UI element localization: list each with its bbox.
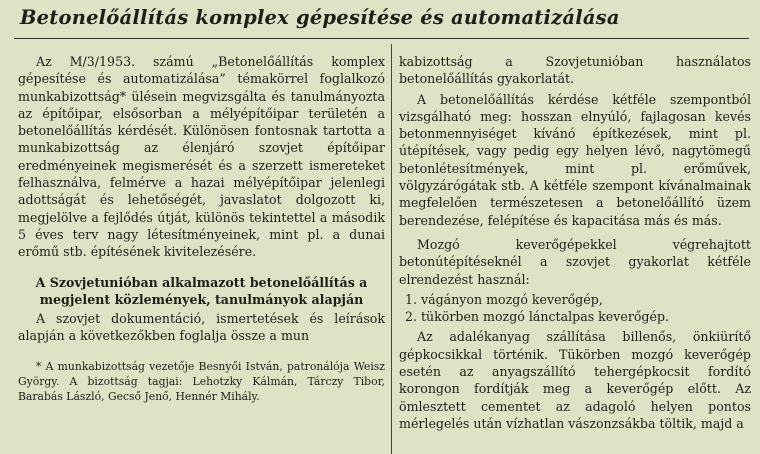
section-subheading: A Szovjetunióban alkalmazott betonelőállítás a megjelent közlemények, tanulmányok alapján bbox=[35, 274, 368, 307]
left-column bbox=[18, 53, 385, 404]
list-item: 2. tükörben mozgó lánctalpas keverőgép. bbox=[405, 309, 670, 325]
right-column bbox=[399, 53, 751, 432]
continued-paragraph: kabizottság a Szovjetunióban használatos betonelőállítás gyakorlatát. bbox=[399, 54, 751, 87]
paragraph-mixing-machines: Mozgó keverőgépekkel végrehajtott betonútépítéseknél a szovjet gyakorlat kétféle elrendezést használ: bbox=[399, 236, 751, 287]
paragraph-transport: Az adalékanyag szállítása billenős, önkiürítő gépkocsikkal történik. Tükörben mozgó keverőgép esetén az anyagszállító tehergépkocsit fordító korongon fordítják meg a keverőgép előtt. Az ömlesztett cementet az adagoló helyen pontos mérlegelés után vízhatlan vászonzsákba töltik, majd a bbox=[399, 329, 751, 431]
column-divider bbox=[391, 44, 392, 454]
title-underline bbox=[14, 38, 749, 39]
section-paragraph: A szovjet dokumentáció, ismertetések és leírások alapján a következőkben foglalja össze a mun bbox=[18, 311, 385, 344]
arrangement-list bbox=[399, 291, 751, 326]
list-item: 1. vágányon mozgó keverőgép, bbox=[405, 291, 603, 307]
paragraph-two-viewpoints: A betonelőállítás kérdése kétféle szempontból vizsgálható meg: hosszan elnyúló, fajlagosan kevés betonmennyiséget kívánó építkezések, mint pl. útépítések, vagy pedig egy helyen lévő, nagytömegű betonlétesítmények, mint pl. erőművek, völgyzárógátak stb. A kétféle szempont kívánalmainak megfelelően természetesen a betonelőállító üzem berendezése, felépítése és kapacitása más és más. bbox=[399, 91, 751, 228]
article-title: Betonelőállítás komplex gépesítése és automatizálása bbox=[20, 6, 620, 29]
footnote: * A munkabizottság vezetője Besnyői István, patronálója Weisz György. A bizottság tagjai: Lehotzky Kálmán, Tárczy Tibor, Barabás László, Gecső Jenő, Hennér Mihály. bbox=[18, 359, 385, 403]
intro-paragraph: Az M/3/1953. számú „Betonelőállítás komplex gépesítése és automatizálása” témakörrel foglalkozó munkabizottság* ülésein megvizsgálta és tanulmányozta az építőipar, elsősorban a mélyépítőipar területén a betonelőállítás kérdését. Különösen fontosnak tartotta a munkabizottság az élenjáró szovjet építőipar eredményeinek megismerését és a szerzett ismereteket felhasználva, felmérve a hazai mélyépítőipar jelenlegi adottságát és lehetőségét, javaslatot dolgozott ki, megjelölve a fejlődés útját, különös tekintettel a második 5 éves terv nagy létesítményeinek, mint pl. a dunai erőmű stb. építésének kivitelezésére. bbox=[18, 54, 385, 260]
